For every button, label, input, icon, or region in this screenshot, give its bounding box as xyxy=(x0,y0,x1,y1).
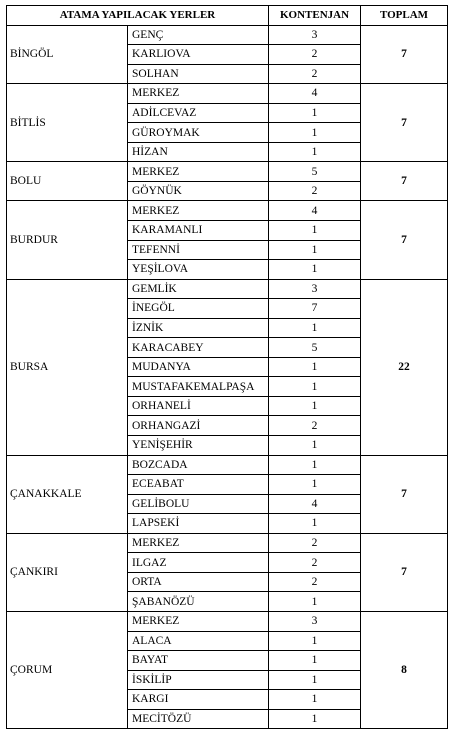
district-name: MERKEZ xyxy=(128,162,269,182)
city-name: BURDUR xyxy=(7,201,128,279)
quota-value: 5 xyxy=(269,162,361,182)
district-name: BOZCADA xyxy=(128,455,269,475)
quota-value: 1 xyxy=(269,690,361,710)
quota-value: 1 xyxy=(269,475,361,495)
city-name: BOLU xyxy=(7,162,128,201)
district-name: MUDANYA xyxy=(128,357,269,377)
quota-value: 4 xyxy=(269,84,361,104)
quota-value: 1 xyxy=(269,318,361,338)
district-name: MECİTÖZÜ xyxy=(128,709,269,729)
district-name: İNEGÖL xyxy=(128,299,269,319)
district-name: ŞABANÖZÜ xyxy=(128,592,269,612)
quota-value: 1 xyxy=(269,651,361,671)
city-total: 7 xyxy=(361,201,448,279)
quota-value: 1 xyxy=(269,142,361,162)
quota-value: 1 xyxy=(269,260,361,280)
quota-value: 3 xyxy=(269,279,361,299)
city-total: 7 xyxy=(361,162,448,201)
city-total: 8 xyxy=(361,611,448,728)
district-name: TEFENNİ xyxy=(128,240,269,260)
city-name: ÇORUM xyxy=(7,611,128,728)
quota-value: 1 xyxy=(269,592,361,612)
table-row xyxy=(7,533,448,553)
quota-value: 1 xyxy=(269,455,361,475)
district-name: İSKİLİP xyxy=(128,670,269,690)
city-total: 7 xyxy=(361,455,448,533)
table-body xyxy=(7,25,448,729)
district-name: MERKEZ xyxy=(128,611,269,631)
district-name: GELİBOLU xyxy=(128,494,269,514)
quota-value: 1 xyxy=(269,514,361,534)
district-name: ORTA xyxy=(128,572,269,592)
table-row xyxy=(7,611,448,631)
district-name: KARACABEY xyxy=(128,338,269,358)
city-name: ÇANAKKALE xyxy=(7,455,128,533)
quota-value: 2 xyxy=(269,181,361,201)
quota-value: 4 xyxy=(269,201,361,221)
district-name: SOLHAN xyxy=(128,64,269,84)
table-row xyxy=(7,279,448,299)
district-name: MERKEZ xyxy=(128,201,269,221)
quota-value: 1 xyxy=(269,670,361,690)
quota-value: 3 xyxy=(269,611,361,631)
district-name: ORHANGAZİ xyxy=(128,416,269,436)
district-name: İZNİK xyxy=(128,318,269,338)
table-row xyxy=(7,455,448,475)
city-total: 7 xyxy=(361,84,448,162)
quota-value: 1 xyxy=(269,631,361,651)
assignment-table xyxy=(6,5,448,729)
district-name: HİZAN xyxy=(128,142,269,162)
quota-value: 1 xyxy=(269,377,361,397)
district-name: GÖYNÜK xyxy=(128,181,269,201)
quota-value: 2 xyxy=(269,553,361,573)
city-total: 7 xyxy=(361,25,448,84)
quota-value: 5 xyxy=(269,338,361,358)
district-name: MERKEZ xyxy=(128,84,269,104)
district-name: KARGI xyxy=(128,690,269,710)
district-name: YEŞİLOVA xyxy=(128,260,269,280)
header-total: TOPLAM xyxy=(361,6,448,26)
header-places: ATAMA YAPILACAK YERLER xyxy=(7,6,269,26)
quota-value: 4 xyxy=(269,494,361,514)
city-total: 22 xyxy=(361,279,448,455)
city-name: ÇANKIRI xyxy=(7,533,128,611)
table-row xyxy=(7,84,448,104)
district-name: GENÇ xyxy=(128,25,269,45)
quota-value: 1 xyxy=(269,709,361,729)
header-quota: KONTENJAN xyxy=(269,6,361,26)
quota-value: 2 xyxy=(269,64,361,84)
district-name: KARAMANLI xyxy=(128,221,269,241)
quota-value: 1 xyxy=(269,103,361,123)
quota-value: 7 xyxy=(269,299,361,319)
quota-value: 1 xyxy=(269,396,361,416)
quota-value: 1 xyxy=(269,123,361,143)
quota-value: 1 xyxy=(269,357,361,377)
quota-value: 2 xyxy=(269,416,361,436)
quota-value: 1 xyxy=(269,240,361,260)
district-name: GEMLİK xyxy=(128,279,269,299)
table-row xyxy=(7,25,448,45)
district-name: LAPSEKİ xyxy=(128,514,269,534)
district-name: ALACA xyxy=(128,631,269,651)
table-row xyxy=(7,201,448,221)
city-total: 7 xyxy=(361,533,448,611)
district-name: KARLIOVA xyxy=(128,45,269,65)
city-name: BURSA xyxy=(7,279,128,455)
district-name: ADİLCEVAZ xyxy=(128,103,269,123)
city-name: BİTLİS xyxy=(7,84,128,162)
quota-value: 2 xyxy=(269,572,361,592)
district-name: YENİŞEHİR xyxy=(128,436,269,456)
district-name: MERKEZ xyxy=(128,533,269,553)
header-row xyxy=(7,6,448,26)
quota-value: 2 xyxy=(269,45,361,65)
quota-value: 1 xyxy=(269,436,361,456)
district-name: GÜROYMAK xyxy=(128,123,269,143)
city-name: BİNGÖL xyxy=(7,25,128,84)
quota-value: 1 xyxy=(269,221,361,241)
district-name: MUSTAFAKEMALPAŞA xyxy=(128,377,269,397)
table-row xyxy=(7,162,448,182)
district-name: ORHANELİ xyxy=(128,396,269,416)
district-name: BAYAT xyxy=(128,651,269,671)
district-name: ECEABAT xyxy=(128,475,269,495)
district-name: ILGAZ xyxy=(128,553,269,573)
quota-value: 3 xyxy=(269,25,361,45)
quota-value: 2 xyxy=(269,533,361,553)
